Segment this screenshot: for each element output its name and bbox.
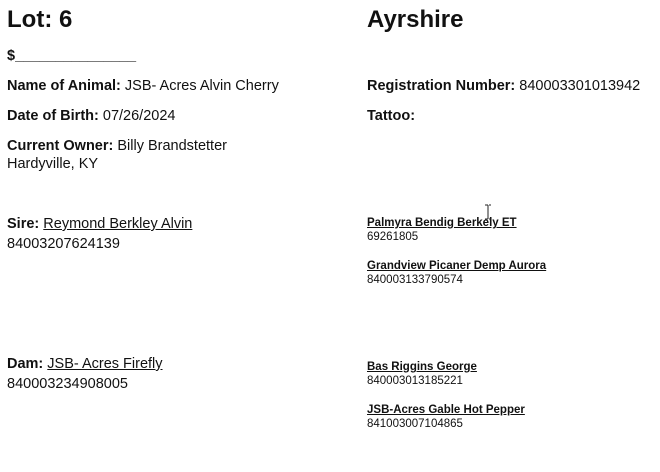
sire-line (7, 215, 192, 234)
breed-title: Ayrshire (367, 6, 464, 33)
dam-name: JSB- Acres Firefly (47, 356, 163, 372)
reg-value: 840003301013942 (519, 78, 641, 94)
sire-number: 84003207624139 (7, 236, 120, 252)
dob-value: 07/26/2024 (102, 108, 176, 124)
name-label: Name of Animal: (7, 78, 121, 94)
sire-label: Sire: (7, 216, 40, 232)
dam-sire-number: 840003013185221 (367, 375, 463, 387)
text-cursor-icon (484, 204, 492, 220)
dam-sire-name: Bas Riggins George (367, 361, 477, 373)
name-value: JSB- Acres Alvin Cherry (124, 78, 279, 94)
lot-title: Lot: 6 (7, 6, 73, 33)
date-of-birth (7, 107, 175, 126)
registration-number (367, 77, 640, 96)
sire-dam-number: 840003133790574 (367, 274, 463, 286)
price-line: $_______________ (7, 48, 137, 64)
sire-name: Reymond Berkley Alvin (43, 216, 193, 232)
sire-sire-name: Palmyra Bendig Berkely ET (367, 217, 517, 229)
dam-label: Dam: (7, 356, 44, 372)
sire-dam-name: Grandview Picaner Demp Aurora (367, 260, 547, 272)
owner-location: Hardyville, KY (7, 156, 99, 172)
dam-number: 840003234908005 (7, 376, 128, 392)
owner-label: Current Owner: (7, 138, 114, 154)
sire-sire-number: 69261805 (367, 231, 419, 243)
reg-label: Registration Number: (367, 78, 516, 94)
tattoo-label: Tattoo: (367, 108, 416, 124)
current-owner (7, 137, 227, 156)
dam-line (7, 355, 163, 374)
owner-name: Billy Brandstetter (117, 138, 227, 154)
dam-dam-name: JSB-Acres Gable Hot Pepper (367, 404, 525, 416)
dam-dam-number: 841003007104865 (367, 418, 463, 430)
dob-label: Date of Birth: (7, 108, 99, 124)
name-of-animal (7, 77, 279, 96)
